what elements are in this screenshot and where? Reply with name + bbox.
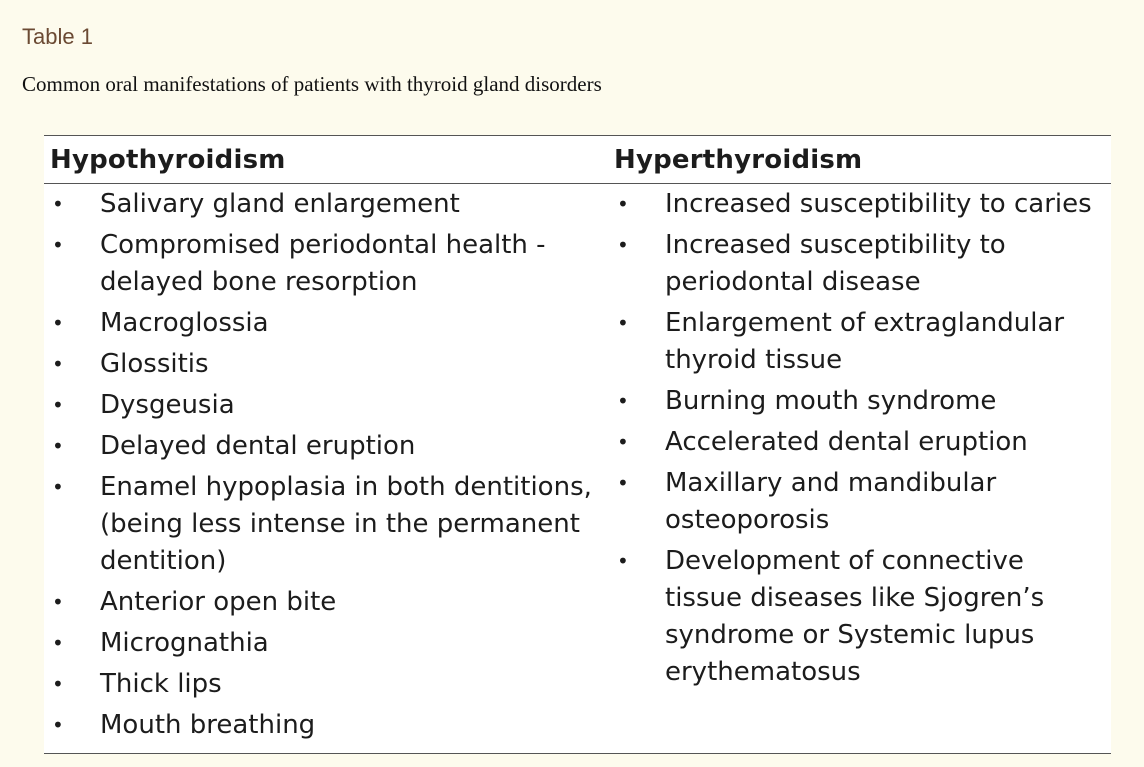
list-item: • Macroglossia bbox=[44, 305, 610, 342]
list-item: • Enamel hypoplasia in both dentitions, (being less intense in the permanent dentition) bbox=[44, 469, 610, 580]
bullet-icon: • bbox=[617, 233, 629, 257]
bullet-icon: • bbox=[617, 192, 629, 216]
bullet-icon: • bbox=[52, 393, 64, 417]
table-header-row bbox=[44, 136, 1111, 184]
list-item: • Delayed dental eruption bbox=[44, 428, 610, 465]
bullet-icon: • bbox=[52, 434, 64, 458]
bullet-icon: • bbox=[52, 192, 64, 216]
hyperthyroidism-list bbox=[609, 186, 1109, 695]
bullet-icon: • bbox=[52, 311, 64, 335]
bullet-icon: • bbox=[52, 475, 64, 499]
list-item: • Development of connective tissue diseases like Sjogren’s syndrome or Systemic lupus erythematosus bbox=[609, 543, 1097, 691]
list-item: • Salivary gland enlargement bbox=[44, 186, 610, 223]
list-item: • Anterior open bite bbox=[44, 584, 610, 621]
list-item: • Increased susceptibility to periodontal disease bbox=[609, 227, 1097, 301]
thyroid-oral-manifestations-table bbox=[44, 135, 1111, 754]
list-item: • Compromised periodontal health - delayed bone resorption bbox=[44, 227, 610, 301]
list-item: • Accelerated dental eruption bbox=[609, 424, 1097, 461]
list-item: • Dysgeusia bbox=[44, 387, 610, 424]
list-item: • Micrognathia bbox=[44, 625, 610, 662]
bullet-icon: • bbox=[52, 631, 64, 655]
bullet-icon: • bbox=[52, 233, 64, 257]
bullet-icon: • bbox=[52, 590, 64, 614]
hypothyroidism-list bbox=[44, 186, 604, 748]
column-header-hypothyroidism: Hypothyroidism bbox=[50, 145, 286, 175]
list-item: • Thick lips bbox=[44, 666, 610, 703]
list-item: • Mouth breathing bbox=[44, 707, 610, 744]
bullet-icon: • bbox=[617, 471, 629, 495]
bullet-icon: • bbox=[617, 389, 629, 413]
bullet-icon: • bbox=[52, 713, 64, 737]
table-caption: Common oral manifestations of patients with thyroid gland disorders bbox=[22, 72, 602, 96]
list-item: • Enlargement of extraglandular thyroid tissue bbox=[609, 305, 1097, 379]
list-item: • Burning mouth syndrome bbox=[609, 383, 1097, 420]
bullet-icon: • bbox=[617, 549, 629, 573]
list-item: • Glossitis bbox=[44, 346, 610, 383]
column-header-hyperthyroidism: Hyperthyroidism bbox=[614, 145, 863, 175]
bullet-icon: • bbox=[52, 352, 64, 376]
bullet-icon: • bbox=[617, 430, 629, 454]
list-item: • Increased susceptibility to caries bbox=[609, 186, 1097, 223]
table-label: Table 1 bbox=[22, 24, 93, 49]
list-item: • Maxillary and mandibular osteoporosis bbox=[609, 465, 1097, 539]
bullet-icon: • bbox=[617, 311, 629, 335]
bullet-icon: • bbox=[52, 672, 64, 696]
